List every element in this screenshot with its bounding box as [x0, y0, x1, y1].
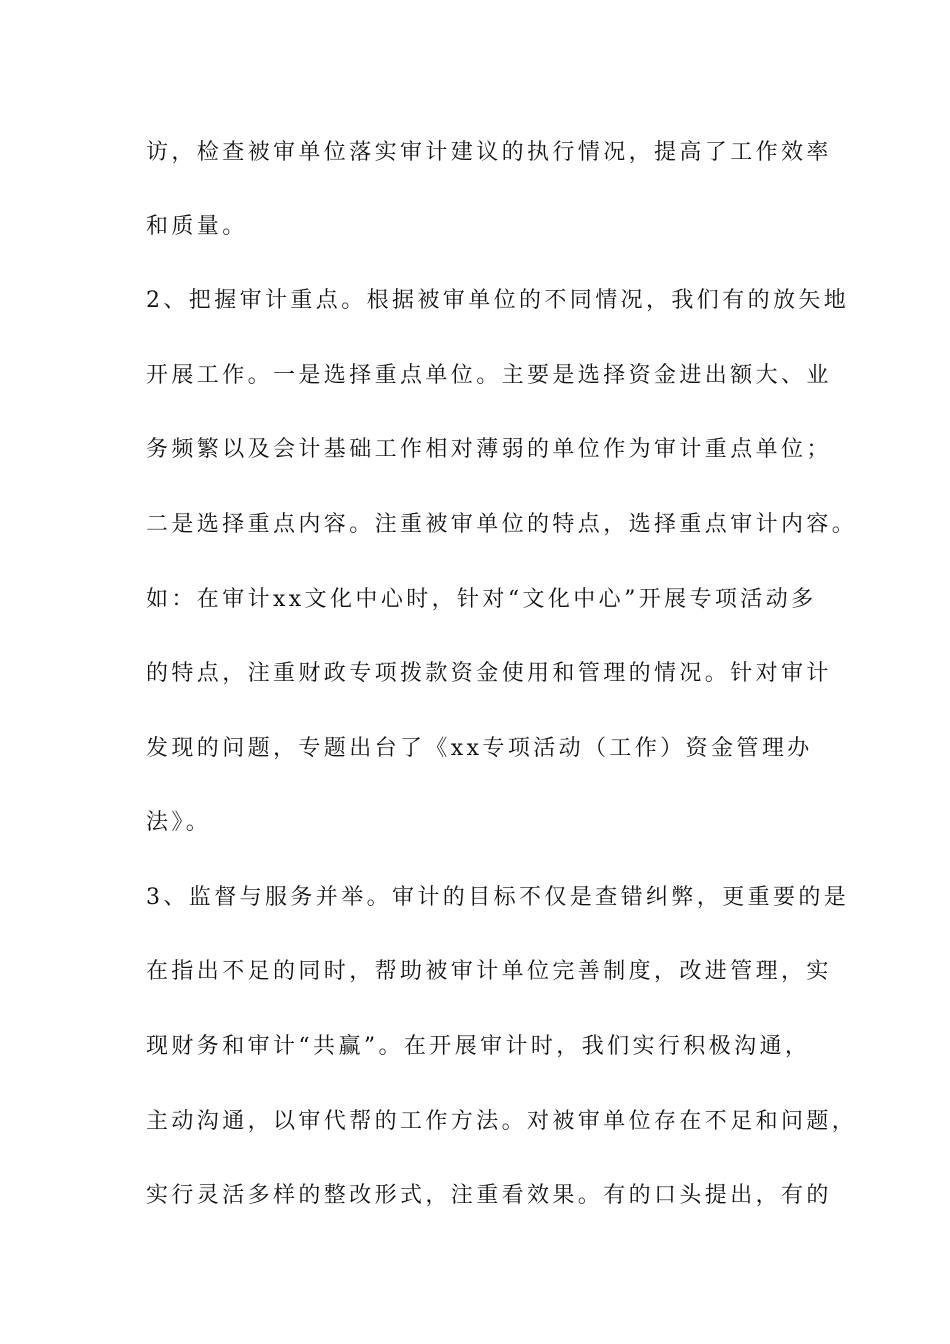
text-line-15: 实行灵活多样的整改形式，注重看效果。有的口头提出，有的: [146, 1183, 832, 1208]
text-line-5: 务频繁以及会计基础工作相对薄弱的单位作为审计重点单位；: [146, 437, 832, 462]
text-line-2: 和质量。: [146, 214, 248, 239]
text-line-11: 3、监督与服务并举。审计的目标不仅是查错纠弊，更重要的是: [146, 885, 850, 910]
text-line-8: 的特点，注重财政专项拨款资金使用和管理的情况。针对审计: [146, 661, 832, 686]
text-line-1: 访，检查被审单位落实审计建议的执行情况，提高了工作效率: [146, 140, 832, 165]
text-line-13: 现财务和审计“共赢”。在开展审计时，我们实行积极沟通，: [146, 1034, 811, 1059]
text-line-12: 在指出不足的同时，帮助被审计单位完善制度，改进管理，实: [146, 959, 832, 984]
text-line-6: 二是选择重点内容。注重被审单位的特点，选择重点审计内容。: [146, 512, 858, 537]
text-line-9: 发现的问题，专题出台了《xx专项活动（工作）资金管理办: [146, 736, 813, 761]
text-line-4: 开展工作。一是选择重点单位。主要是选择资金进出额大、业: [146, 363, 832, 388]
text-line-7: 如：在审计xx文化中心时，针对“文化中心”开展专项活动多: [146, 587, 817, 612]
text-line-3: 2、把握审计重点。根据被审单位的不同情况，我们有的放矢地: [146, 288, 850, 313]
text-line-14: 主动沟通，以审代帮的工作方法。对被审单位存在不足和问题，: [146, 1109, 858, 1134]
text-line-10: 法》。: [146, 810, 212, 835]
